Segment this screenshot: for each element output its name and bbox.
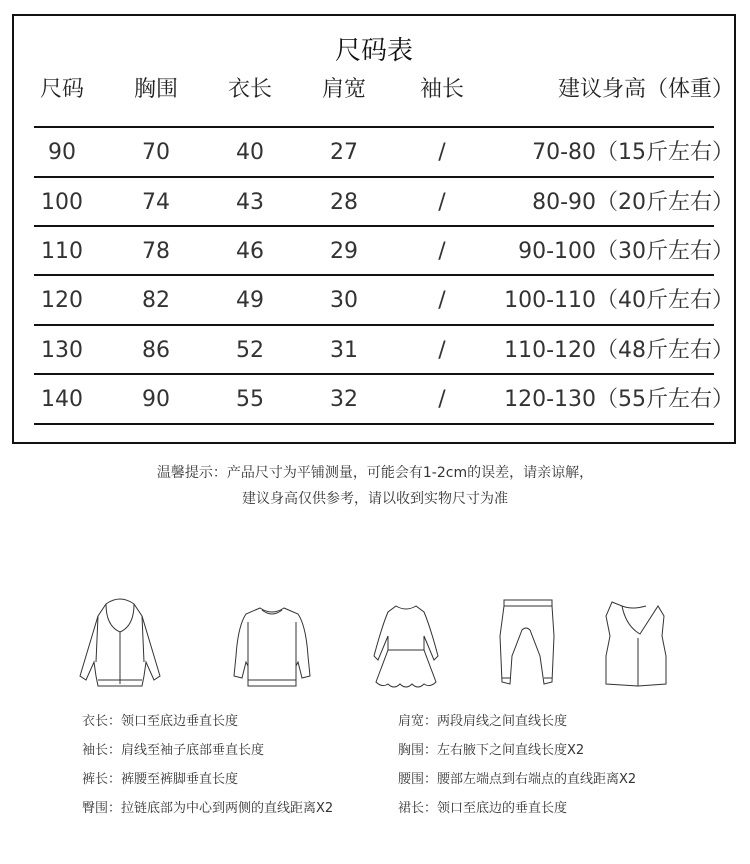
cell-sleeve: /	[438, 338, 446, 363]
legend-left-1: 衣长：领口至底边垂直长度	[82, 714, 239, 729]
table-row	[34, 276, 734, 325]
cell-chest: 90	[142, 387, 170, 412]
vest-icon	[602, 596, 668, 690]
cell-shoulder: 29	[330, 239, 358, 264]
cell-sleeve: /	[438, 387, 446, 412]
table-row	[34, 128, 734, 177]
cell-shoulder: 30	[330, 288, 358, 313]
header-shoulder: 肩宽	[321, 77, 366, 102]
dress-icon	[362, 596, 450, 690]
legend-left-4: 臀围：拉链底部为中心到两侧的直线距离X2	[82, 801, 334, 816]
cell-sleeve: /	[438, 190, 446, 215]
cell-length: 55	[236, 387, 264, 412]
cell-chest: 74	[142, 190, 170, 215]
tip-line-1: 温馨提示：产品尺寸为平铺测量，可能会有1-2cm的误差，请亲谅解，	[156, 465, 594, 481]
cell-chest: 78	[142, 239, 170, 264]
cell-chest: 86	[142, 338, 170, 363]
cell-sleeve: /	[438, 140, 446, 165]
cell-height-weight: 120-130（55斤左右）	[504, 387, 734, 412]
legend-left-2: 袖长：肩线至袖子底部垂直长度	[82, 743, 265, 758]
legend-right-3: 腰围：腰部左端点到右端点的直线距离X2	[398, 772, 637, 787]
cell-size: 120	[41, 288, 83, 313]
header-size: 尺码	[39, 77, 84, 102]
divider	[34, 423, 714, 425]
size-chart-table	[12, 14, 736, 444]
header-sleeve: 袖长	[419, 77, 464, 102]
pants-icon	[498, 596, 558, 690]
cell-chest: 82	[142, 288, 170, 313]
cell-shoulder: 28	[330, 190, 358, 215]
cell-height-weight: 110-120（48斤左右）	[504, 338, 734, 363]
cell-chest: 70	[142, 140, 170, 165]
cell-length: 52	[236, 338, 264, 363]
table-row	[34, 375, 734, 424]
cell-sleeve: /	[438, 239, 446, 264]
cell-size: 90	[48, 140, 76, 165]
legend-right-4: 裙长：领口至底边的垂直长度	[398, 801, 568, 816]
cell-size: 140	[41, 387, 83, 412]
cell-sleeve: /	[438, 288, 446, 313]
table-row	[34, 178, 734, 227]
cell-size: 110	[41, 239, 83, 264]
cell-shoulder: 32	[330, 387, 358, 412]
header-chest: 胸围	[133, 77, 178, 102]
cell-height-weight: 70-80（15斤左右）	[532, 140, 734, 165]
hoodie-icon	[76, 596, 164, 690]
cell-shoulder: 27	[330, 140, 358, 165]
header-length: 衣长	[227, 77, 272, 102]
table-row	[34, 326, 734, 375]
tip-line-2: 建议身高仅供参考，请以收到实物尺寸为准	[242, 491, 508, 507]
cell-size: 130	[41, 338, 83, 363]
table-header-row	[34, 72, 734, 108]
cell-height-weight: 80-90（20斤左右）	[532, 190, 734, 215]
cell-length: 43	[236, 190, 264, 215]
cell-length: 49	[236, 288, 264, 313]
header-height-weight: 建议身高（体重）	[557, 77, 734, 102]
table-row	[34, 227, 734, 276]
legend-right-1: 肩宽：两段肩线之间直线长度	[398, 714, 568, 729]
garment-illustrations	[0, 596, 750, 692]
cell-length: 40	[236, 140, 264, 165]
sweater-icon	[228, 596, 316, 690]
legend-left-3: 裤长：裤腰至裤脚垂直长度	[82, 772, 239, 787]
cell-shoulder: 31	[330, 338, 358, 363]
table-title: 尺码表	[334, 36, 413, 66]
cell-size: 100	[41, 190, 83, 215]
legend-right-2: 胸围：左右腋下之间直线长度X2	[398, 743, 585, 758]
cell-height-weight: 100-110（40斤左右）	[504, 288, 734, 313]
cell-height-weight: 90-100（30斤左右）	[518, 239, 734, 264]
cell-length: 46	[236, 239, 264, 264]
